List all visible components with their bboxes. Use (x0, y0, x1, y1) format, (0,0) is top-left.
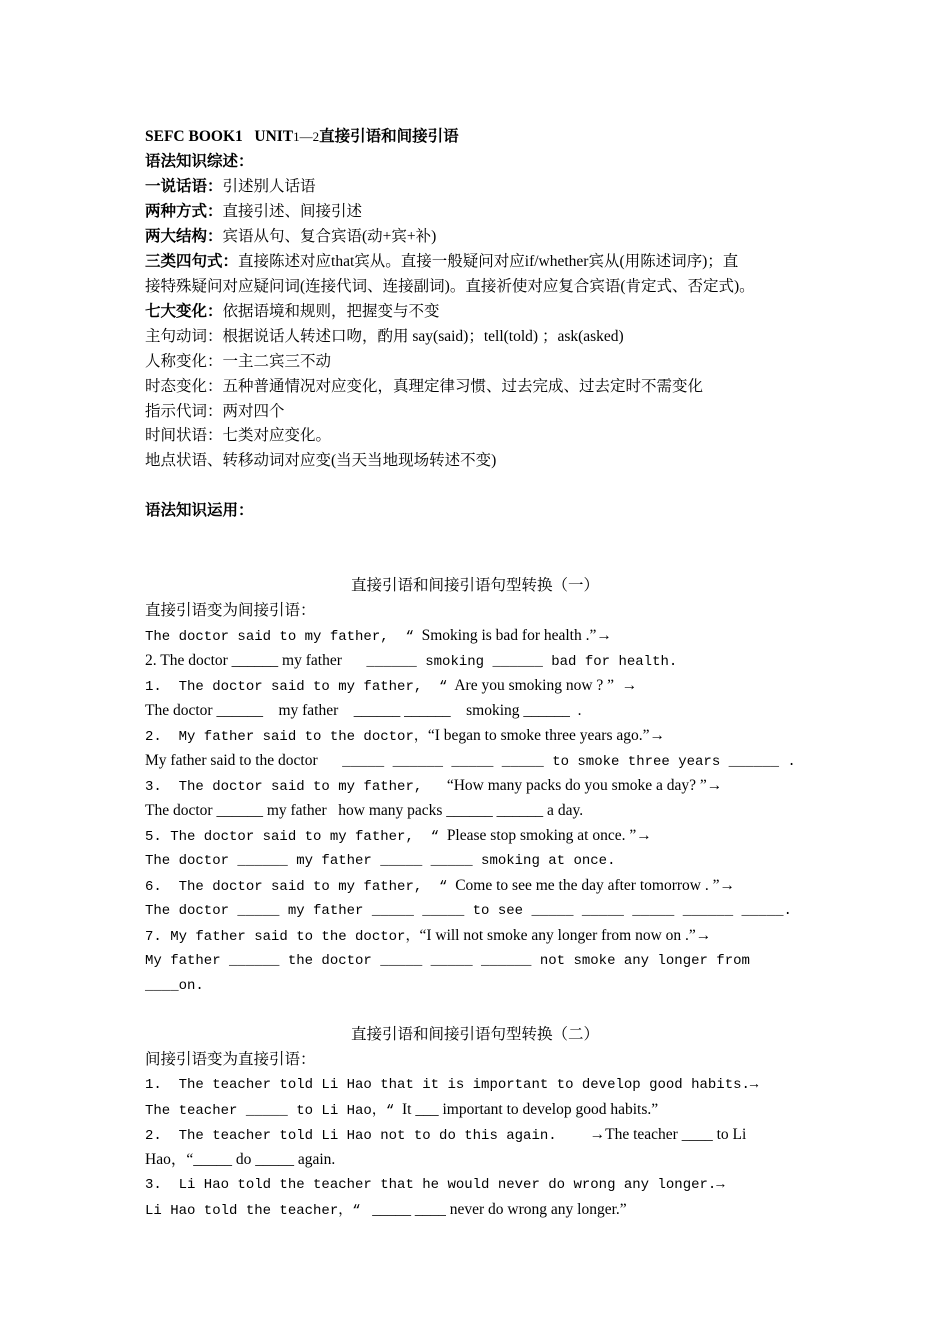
overview-heading: 语法知识综述： (145, 153, 254, 170)
section1-title: 直接引语和间接引语句型转换（一） (350, 577, 599, 594)
exercise-line: 2. The doctor ______ my father ______ smoking ______ bad for health. (145, 652, 678, 670)
exercise-line: The doctor _____ my father _____ _____ to see _____ _____ _____ ______ _____. (145, 903, 792, 919)
overview-line: 接特殊疑问对应疑问词(连接代词、连接副词)。直接祈使对应复合宾语(肯定式、否定式)。 (145, 278, 755, 295)
exercise-line: 3. The doctor said to my father, “How many packs do you smoke a day? ”→ (145, 777, 723, 795)
section2-subtitle: 间接引语变为直接引语： (145, 1051, 316, 1068)
exercise-line: Li Hao told the teacher，“ _____ ____ never do wrong any longer.” (145, 1201, 627, 1219)
exercise-line: 1. The teacher told Li Hao that it is important to develop good habits.→ (145, 1077, 759, 1093)
overview-line: 三类四句式：直接陈述对应that宾从。直接一般疑问对应if/whether宾从(用陈述词序)；直 (145, 253, 739, 270)
overview-line: 地点状语、转移动词对应变(当天当地现场转述不变) (145, 452, 497, 469)
overview-line: 时态变化：五种普通情况对应变化，真理定律习惯、过去完成、过去定时不需变化 (145, 378, 704, 395)
exercise-line: 3. Li Hao told the teacher that he would never do wrong any longer.→ (145, 1177, 725, 1193)
exercise-line: 6. The doctor said to my father, “ Come to see me the day after tomorrow . ”→ (145, 877, 735, 895)
exercise-line: 7. My father said to the doctor，“I will not smoke any longer from now on .”→ (145, 927, 712, 945)
exercise-line: My father ______ the doctor _____ _____ ______ not smoke any longer from (145, 953, 750, 969)
overview-line: 主句动词：根据说话人转述口吻，酌用 say(said)；tell(told) ；ask(asked) (145, 328, 624, 345)
exercise-line: The teacher _____ to Li Hao，“ It ___ important to develop good habits.” (145, 1101, 659, 1119)
exercise-line: The doctor ______ my father _____ _____ smoking at once. (145, 853, 616, 869)
exercise-line: Hao，“_____ do _____ again. (145, 1151, 336, 1168)
exercise-line: The doctor ______ my father ______ ______ smoking ______ . (145, 702, 582, 719)
exercise-line: ____on. (145, 978, 204, 994)
section2-title: 直接引语和间接引语句型转换（二） (350, 1026, 599, 1043)
exercise-line: 5. The doctor said to my father, “ Please stop smoking at once. ”→ (145, 827, 652, 845)
overview-line: 两种方式：直接引述、间接引述 (145, 203, 363, 220)
overview-line: 指示代词：两对四个 (145, 403, 285, 420)
exercise-line: My father said to the doctor _____ ______ _____ _____ to smoke three years ______ . (145, 752, 796, 770)
usage-heading: 语法知识运用： (145, 502, 254, 519)
exercise-line: 2. My father said to the doctor，“I began to smoke three years ago.”→ (145, 727, 665, 745)
overview-line: 两大结构：宾语从句、复合宾语(动+宾+补) (145, 228, 437, 245)
overview-line: 人称变化：一主二宾三不动 (145, 353, 332, 370)
overview-line: 时间状语：七类对应变化。 (145, 427, 332, 444)
overview-line: 七大变化：依据语境和规则，把握变与不变 (145, 303, 440, 320)
doc-title: SEFC BOOK1 UNIT1—2直接引语和间接引语 (145, 128, 459, 145)
exercise-line: The doctor ______ my father how many packs ______ ______ a day. (145, 802, 584, 819)
overview-line: 一说话语：引述别人话语 (145, 178, 316, 195)
exercise-line: 1. The doctor said to my father, “ Are you smoking now ? ” → (145, 677, 638, 695)
exercise-line: 2. The teacher told Li Hao not to do this again. →The teacher ____ to Li (145, 1126, 747, 1144)
section1-subtitle: 直接引语变为间接引语： (145, 602, 316, 619)
exercise-line: The doctor said to my father, “ Smoking is bad for health .”→ (145, 627, 612, 645)
